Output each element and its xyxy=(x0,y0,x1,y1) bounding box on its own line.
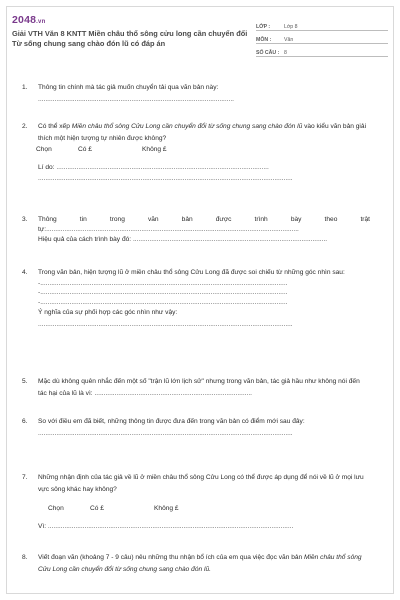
question-number: 3. xyxy=(22,216,28,223)
choose-label: Chọn xyxy=(48,505,64,512)
why-label: Vì: xyxy=(38,522,48,530)
site-logo[interactable] xyxy=(12,14,45,26)
question-text: Có thể xếp xyxy=(38,123,72,130)
document-title: Giải VTH Văn 8 KNTT Miền châu thổ sông cửu long cần chuyển đổi Từ sống chung sang chào đón lũ có đáp án xyxy=(12,29,248,48)
answer-blank[interactable]: .......................................................................................................... xyxy=(132,235,328,243)
question-number: 2. xyxy=(22,123,28,130)
question-text: Thông tin trong văn bản được trình bày theo trật xyxy=(38,216,370,223)
question-number: 1. xyxy=(22,84,28,91)
meta-value: Lớp 8 xyxy=(284,24,298,30)
document-header xyxy=(12,14,388,60)
answer-blank[interactable]: ........................................................................................................................................... xyxy=(38,175,293,182)
option-no-checkbox[interactable]: Không £ xyxy=(154,505,179,512)
effect-label: Hiệu quả của cách trình bày đó: xyxy=(38,235,133,243)
question-text: vào kiểu văn bản giải thích một hiện tượng tự nhiên được không? xyxy=(38,123,367,142)
question-text: Những nhận định của tác giả về lũ ở miền châu thổ sông Cửu Long có thể được áp dụng để nói về lũ ở mọi lưu vực sông khác hay không? xyxy=(38,474,364,493)
meta-row-subject xyxy=(256,31,388,44)
reason-label: Lí do: xyxy=(38,163,57,171)
question-number: 8. xyxy=(22,554,28,561)
question-text: tự: xyxy=(38,225,47,233)
meta-value: 8 xyxy=(284,50,287,56)
meta-label: LỚP : xyxy=(256,24,271,30)
answer-blank[interactable]: .......................................................................................................................................... xyxy=(46,225,299,233)
option-no-checkbox[interactable]: Không £ xyxy=(142,146,167,153)
question-text: Mặc dù không quên nhắc đến một số "trận lũ lớn lịch sử" nhưng trong văn bản, tác giả hầu như không nói đến tác hại của lũ là vì: xyxy=(38,378,360,397)
answer-blank[interactable]: ........................................................................................................................................... xyxy=(38,320,293,328)
meta-label: MÔN : xyxy=(256,37,272,43)
option-yes-checkbox[interactable]: Có £ xyxy=(78,146,92,153)
answer-blank[interactable]: .................................................................................................................... xyxy=(56,163,269,171)
question-text-italic: Miền châu thổ sông Cửu Long cần chuyển đổi từ sống chung sang chào đón lũ. xyxy=(38,554,362,573)
meaning-label: Ý nghĩa của sự phối hợp các góc nhìn như vậy: xyxy=(38,309,178,316)
question-text: Viết đoạn văn (khoảng 7 - 9 câu) nêu những thu nhận bổ ích của em qua việc đọc văn bản xyxy=(38,554,305,561)
answer-blank[interactable]: ...................................................................................... xyxy=(94,389,253,397)
answer-blank[interactable]: -....................................................................................................................................... xyxy=(38,298,288,306)
logo-main: 2048 xyxy=(12,14,37,26)
option-yes-checkbox[interactable]: Có £ xyxy=(90,505,104,512)
question-number: 6. xyxy=(22,418,28,425)
question-text: Thông tin chính mà tác giả muốn chuyển tải qua văn bản này: xyxy=(38,84,219,91)
choose-label: Chọn xyxy=(36,146,52,153)
question-number: 4. xyxy=(22,269,28,276)
question-text: So với điều em đã biết, những thông tin được đưa đến trong văn bản có điểm mới sau đây: xyxy=(38,418,305,425)
meta-label: SỐ CÂU : xyxy=(256,50,280,56)
meta-row-count xyxy=(256,44,388,57)
question-number: 7. xyxy=(22,474,28,481)
answer-blank[interactable]: -....................................................................................................................................... xyxy=(38,279,288,287)
logo-suffix: .vn xyxy=(36,19,46,25)
meta-table xyxy=(256,18,388,57)
answer-blank[interactable]: ........................................................................................................................................... xyxy=(38,429,293,437)
question-number: 5. xyxy=(22,378,28,385)
question-text: Trong văn bản, hiện tượng lũ ở miền châu thổ sông Cửu Long đã được soi chiếu từ những góc nhìn sau: xyxy=(38,269,345,276)
question-text-italic: Miền châu thổ sông Cửu Long cần chuyển đổi từ sống chung sang chào đón lũ xyxy=(71,123,303,130)
answer-blank[interactable]: ........................................................................................................... xyxy=(38,95,235,103)
meta-value: Văn xyxy=(284,37,294,43)
answer-blank[interactable]: -....................................................................................................................................... xyxy=(38,289,288,296)
answer-blank[interactable]: ...................................................................................................................................... xyxy=(47,522,294,530)
meta-row-class xyxy=(256,18,388,31)
